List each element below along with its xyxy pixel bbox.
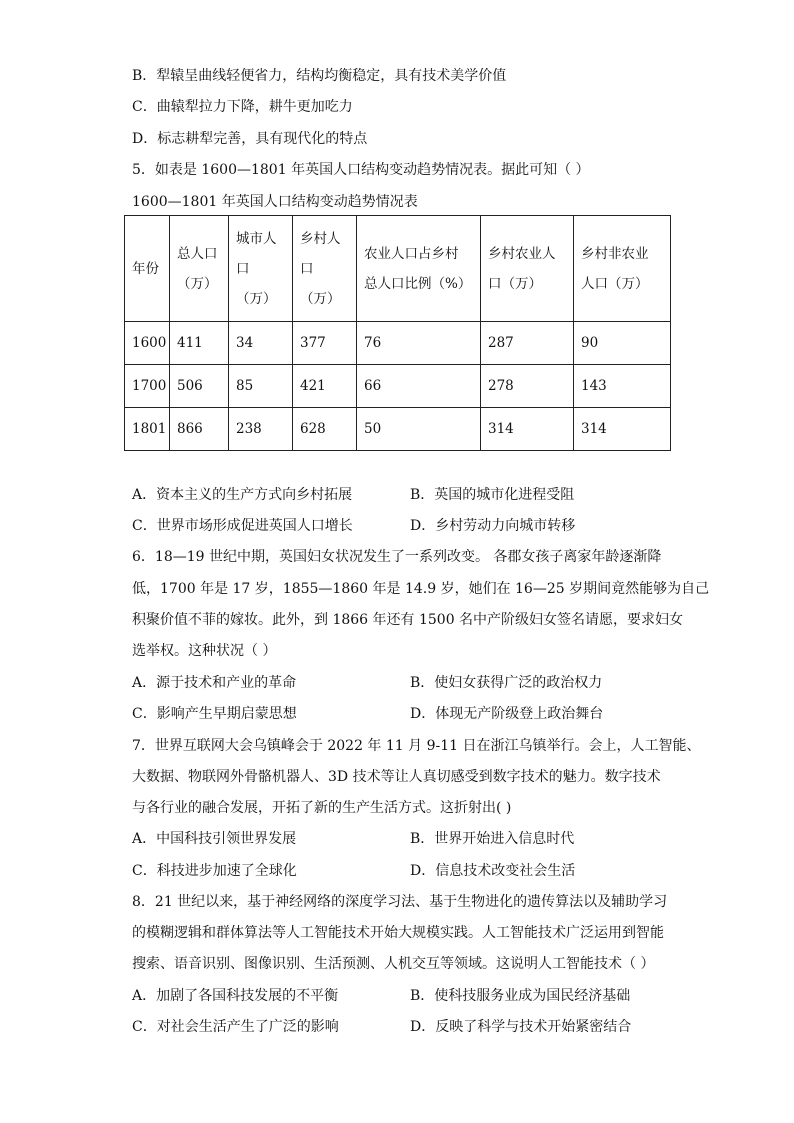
header-text: 口 <box>236 260 250 277</box>
header-text: 乡村农业人 <box>488 245 556 262</box>
q6-line: 积聚价值不菲的嫁妆。此外，到 1866 年还有 1500 名中产阶级妇女签名请愿，要求妇女 <box>132 612 684 628</box>
table-cell: 76 <box>357 322 481 365</box>
q6-option-c: C．影响产生早期启蒙思想 <box>132 706 297 722</box>
q8-line: 搜索、语音识别、图像识别、生活预测、人机交互等领域。这说明人工智能技术（ ） <box>132 956 655 972</box>
table-row <box>125 408 671 451</box>
q7-line: 7．世界互联网大会乌镇峰会于 2022 年 11 月 9-11 日在浙江乌镇举行。会上，人工智能、 <box>132 738 701 754</box>
population-table <box>124 215 671 451</box>
header-urban <box>229 216 293 322</box>
table-cell: 66 <box>357 365 481 408</box>
q4-option-b: B．犁辕呈曲线轻便省力，结构均衡稳定，具有技术美学价值 <box>132 68 507 84</box>
table-cell: 628 <box>293 408 357 451</box>
header-text: （万） <box>177 275 218 292</box>
header-text: 总人口 <box>177 245 218 262</box>
header-text: 乡村非农业 <box>581 245 649 262</box>
q8-line: 的模糊逻辑和群体算法等人工智能技术开始大规模实践。人工智能技术广泛运用到智能 <box>132 925 664 941</box>
header-total <box>170 216 229 322</box>
q6-option-b: B．使妇女获得广泛的政治权力 <box>410 675 603 691</box>
q7-line: 大数据、物联网外骨骼机器人、3D 技术等让人真切感受到数字技术的魅力。数字技术 <box>132 769 661 785</box>
table-cell: 90 <box>574 322 671 365</box>
header-rural-nonagri <box>574 216 671 322</box>
q7-option-b: B．世界开始进入信息时代 <box>410 831 575 847</box>
q5-option-a: A．资本主义的生产方式向乡村拓展 <box>132 487 353 503</box>
table-cell: 1801 <box>125 408 170 451</box>
header-year <box>125 216 170 322</box>
table-row <box>125 322 671 365</box>
table-cell: 506 <box>170 365 229 408</box>
table-cell: 238 <box>229 408 293 451</box>
q4-option-d: D．标志耕犁完善，具有现代化的特点 <box>132 131 368 147</box>
table-cell: 278 <box>481 365 574 408</box>
q7-option-d: D．信息技术改变社会生活 <box>410 863 576 879</box>
q5-stem: 5．如表是 1600—1801 年英国人口结构变动趋势情况表。据此可知（ ） <box>132 162 590 178</box>
q6-line: 选举权。这种状况（ ） <box>132 643 277 659</box>
table-cell: 1600 <box>125 322 170 365</box>
q7-option-a: A．中国科技引领世界发展 <box>132 831 297 847</box>
q4-option-c: C．曲辕犁拉力下降，耕牛更加吃力 <box>132 99 353 115</box>
table-cell: 314 <box>481 408 574 451</box>
header-text: 总人口比例（%） <box>364 275 472 292</box>
table-cell: 287 <box>481 322 574 365</box>
table-cell: 411 <box>170 322 229 365</box>
header-text: 年份 <box>132 260 159 277</box>
q6-option-d: D．体现无产阶级登上政治舞台 <box>410 706 604 722</box>
header-rural-agri <box>481 216 574 322</box>
q8-option-d: D．反映了科学与技术开始紧密结合 <box>410 1019 632 1035</box>
table-cell: 85 <box>229 365 293 408</box>
table-cell: 34 <box>229 322 293 365</box>
table-row <box>125 365 671 408</box>
q7-line: 与各行业的融合发展，开拓了新的生产生活方式。这折射出( ) <box>132 800 512 816</box>
q5-option-d: D．乡村劳动力向城市转移 <box>410 518 576 534</box>
table-cell: 421 <box>293 365 357 408</box>
q8-option-a: A．加剧了各国科技发展的不平衡 <box>132 988 339 1004</box>
q6-option-a: A．源于技术和产业的革命 <box>132 675 297 691</box>
q7-option-c: C．科技进步加速了全球化 <box>132 863 297 879</box>
q5-table-title: 1600—1801 年英国人口结构变动趋势情况表 <box>132 194 418 210</box>
table-header-row <box>125 216 671 322</box>
table-cell: 50 <box>357 408 481 451</box>
table-cell: 314 <box>574 408 671 451</box>
q5-option-c: C．世界市场形成促进英国人口增长 <box>132 518 353 534</box>
q6-line: 6．18—19 世纪中期，英国妇女状况发生了一系列改变。 各郡女孩子离家年龄逐渐降 <box>132 549 662 565</box>
header-text: （万） <box>236 290 277 307</box>
table-cell: 1700 <box>125 365 170 408</box>
header-text: （万） <box>300 290 341 307</box>
header-text: 农业人口占乡村 <box>364 245 459 262</box>
header-rural <box>293 216 357 322</box>
header-text: 城市人 <box>236 230 277 247</box>
header-text: 人口（万） <box>581 275 649 292</box>
header-text: 口（万） <box>488 275 542 292</box>
q8-option-b: B．使科技服务业成为国民经济基础 <box>410 988 631 1004</box>
q5-option-b: B．英国的城市化进程受阻 <box>410 487 575 503</box>
header-agri-ratio <box>357 216 481 322</box>
table-cell: 377 <box>293 322 357 365</box>
q8-option-c: C．对社会生活产生了广泛的影响 <box>132 1019 339 1035</box>
table-cell: 143 <box>574 365 671 408</box>
header-text: 乡村人 <box>300 230 341 247</box>
table-cell: 866 <box>170 408 229 451</box>
q8-line: 8．21 世纪以来，基于神经网络的深度学习法、基于生物进化的遗传算法以及辅助学习 <box>132 894 668 910</box>
q6-line: 低，1700 年是 17 岁，1855—1860 年是 14.9 岁，她们在 16—25 岁期间竟然能够为自己 <box>132 581 710 597</box>
header-text: 口 <box>300 260 314 277</box>
